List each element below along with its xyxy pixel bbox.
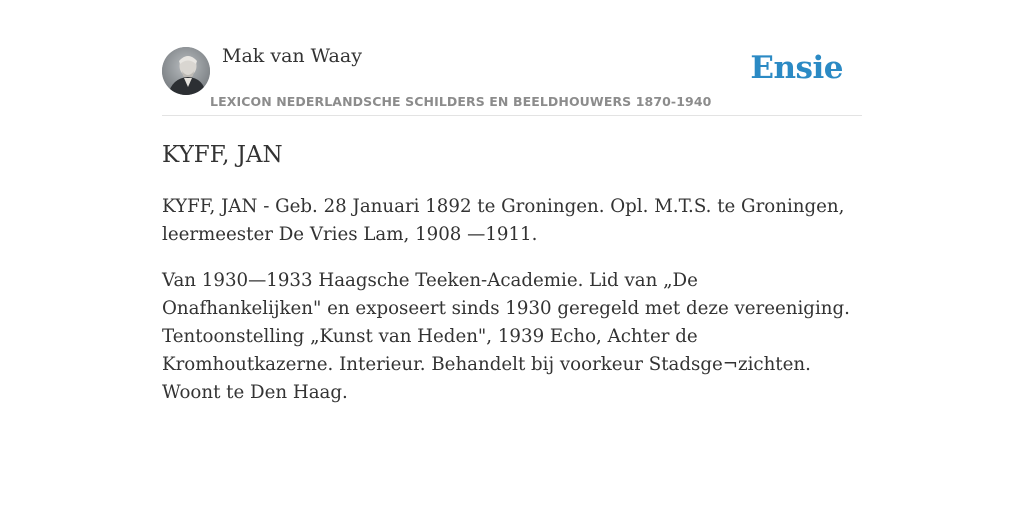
article-paragraph: Van 1930—1933 Haagsche Teeken-Academie. Lid van „De Onafhankelijken" en exposeert sinds 1930 geregeld met deze vereeniging. Tentoonstelling „Kunst van Heden", 1939 Echo, Achter de Kromhoutkazerne. Interieur. Behandelt bij voorkeur Stadsge¬zichten. Woont te Den Haag. — [162, 270, 850, 403]
header — [162, 0, 862, 116]
page — [162, 0, 862, 407]
lexicon-subtitle[interactable]: LEXICON NEDERLANDSCHE SCHILDERS EN BEELDHOUWERS 1870-1940 — [210, 94, 712, 109]
article-paragraph: KYFF, JAN - Geb. 28 Januari 1892 te Groningen. Opl. M.T.S. te Groningen, leermeester De Vries Lam, 1908 —1911. — [162, 196, 845, 245]
author-avatar[interactable] — [162, 47, 210, 95]
article-title: KYFF, JAN — [162, 142, 283, 168]
article-body — [162, 193, 862, 407]
author-name[interactable]: Mak van Waay — [222, 45, 362, 67]
portrait-image — [162, 47, 210, 95]
ensie-logo[interactable]: Ensie — [750, 50, 843, 86]
